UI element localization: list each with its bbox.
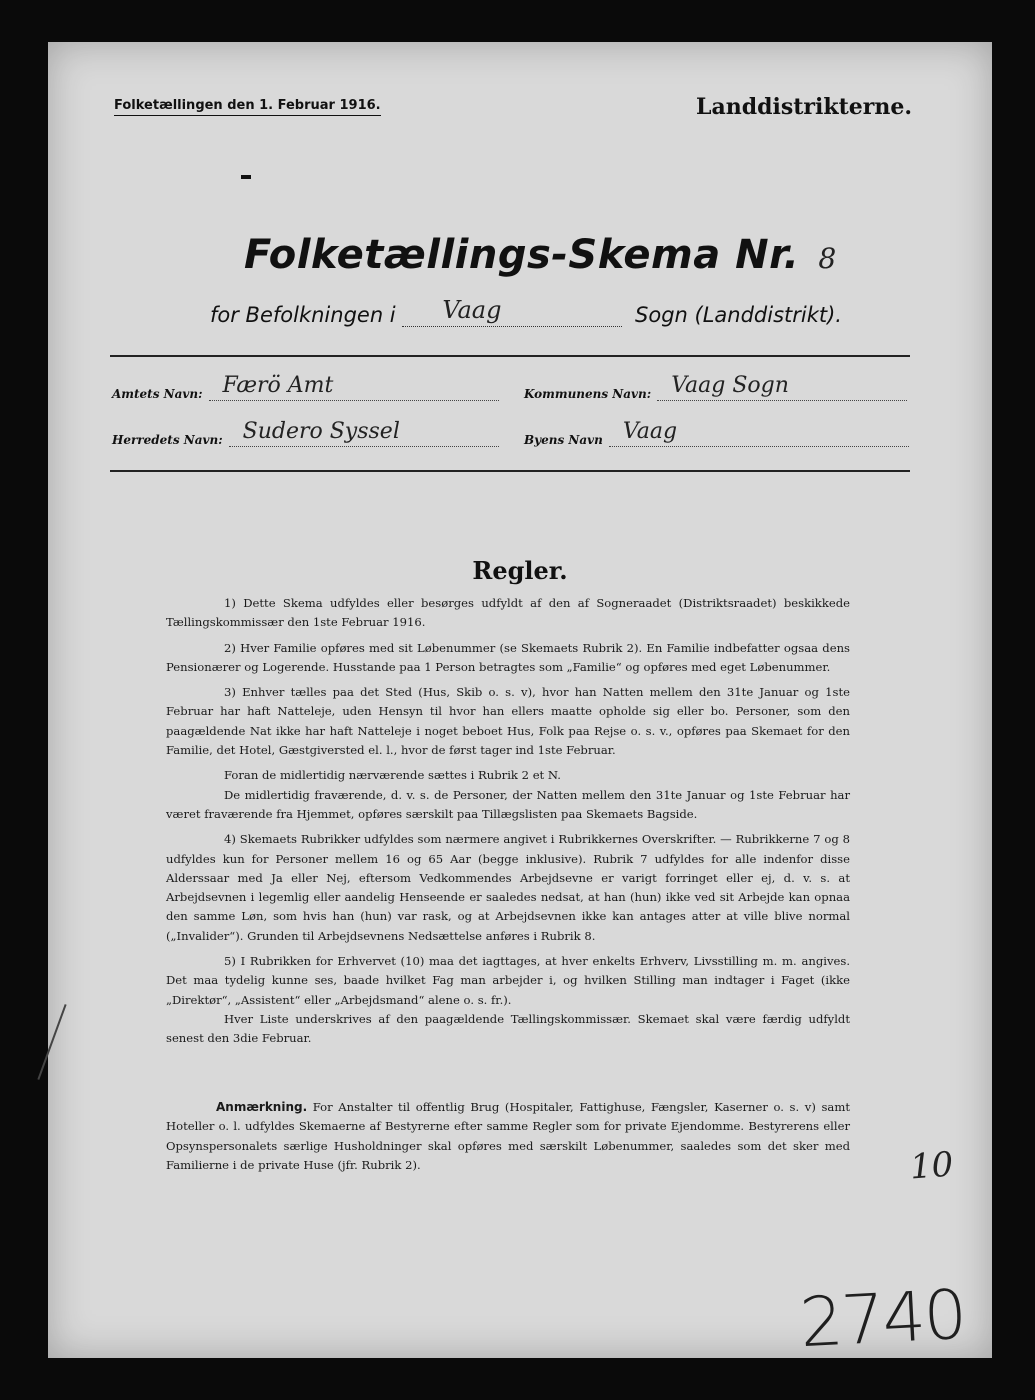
parish-dotted-line bbox=[402, 296, 622, 327]
herred-label: Herredets Navn: bbox=[112, 433, 223, 447]
amt-label: Amtets Navn: bbox=[112, 387, 203, 401]
amt-field bbox=[112, 373, 499, 401]
parish-handwritten: Vaag bbox=[442, 296, 502, 324]
kommune-line bbox=[657, 373, 907, 401]
rules-heading: Regler. bbox=[472, 556, 568, 585]
by-field bbox=[524, 419, 909, 447]
amt-line bbox=[209, 373, 499, 401]
rule-paragraph: De midlertidig fraværende, d. v. s. de Personer, der Natten mellem den 31te Januar og 1ste Februar har været fraværende fra Hjemmet, opføres særskilt paa Tillægslisten paa Skemaets Bagside. bbox=[166, 787, 850, 821]
by-label: Byens Navn bbox=[524, 433, 603, 447]
district-type-header: Landdistrikterne. bbox=[696, 94, 912, 120]
form-title-text: Folketællings-Skema Nr. bbox=[244, 232, 800, 278]
handwritten-side-mark: 10 bbox=[908, 1144, 955, 1188]
herred-field bbox=[112, 419, 499, 447]
ink-dash-mark bbox=[241, 175, 251, 179]
rule-paragraph: 1) Dette Skema udfyldes eller besørges udfyldt af den af Sogneraadet (Distriktsraadet) beskikkede Tællingskommissær den 1ste Februar 1916. bbox=[166, 596, 850, 630]
rule-paragraph: 3) Enhver tælles paa det Sted (Hus, Skib o. s. v), hvor han Natten mellem den 31te Januar og 1ste Februar har haft Natteleje, uden Hensyn til hvor han ellers maatte opholde sig eller bo. Personer, som den paagældende Nat ikke har haft Natteleje i noget beboet Hus, Folk paa Rejse o. s. v., opføres paa Skemaet for den Familie, det Hotel, Gæstgiversted el. l., hvor de først tager ind 1ste Februar. bbox=[166, 685, 850, 758]
rule-paragraph: 2) Hver Familie opføres med sit Løbenummer (se Skemaets Rubrik 2). En Familie indbefatter ogsaa dens Pensionærer og Logerende. Husstande paa 1 Person betragtes som „Familie“ og opføres med eget Løbenummer. bbox=[166, 640, 850, 674]
rule-paragraph: 4) Skemaets Rubrikker udfyldes som nærmere angivet i Rubrikkernes Overskrifter. — Rubrikkerne 7 og 8 udfyldes kun for Personer mellem 16 og 65 Aar (begge inklusive). Rubrik 7 udfyldes for alle indenfor disse Alderssaar med Ja eller Nej, eftersom Vedkommendes Arbejdsevne er varigt forringet eller ej, d. v. s. at Arbejdsevnen i legemlig eller aandelig Henseende er saaledes nedsat, at han (hun) ikke ved sit Arbejde kan opnaa den samme Løn, som hvis han (hun) var rask, og at Arbejdsevnen ikke kan antages atter at ville blive normal („Invalider“). Grunden til Arbejdsevnens Nedsættelse anføres i Rubrik 8. bbox=[166, 832, 850, 943]
divider-bottom bbox=[110, 470, 910, 472]
form-number-handwritten: 8 bbox=[818, 242, 837, 275]
amt-value: Færö Amt bbox=[222, 373, 334, 398]
form-title bbox=[244, 232, 836, 278]
rule-paragraph: 5) I Rubrikken for Erhvervet (10) maa det iagttages, at hver enkelts Erhverv, Livsstilling m. m. angives. Det maa tydelig kunne ses, baade hvilket Fag man arbejder i, og hvilken Stilling man indtager i Faget (ikke „Direktør“, „Assistent“ eller „Arbejdsmand“ alene o. s. fr.). bbox=[166, 954, 850, 1007]
remark-paragraph bbox=[166, 1098, 850, 1175]
remark-label: Anmærkning. bbox=[216, 1100, 308, 1114]
rules-body bbox=[166, 594, 850, 1055]
handwritten-archive-number: 2740 bbox=[798, 1275, 968, 1364]
rule-paragraph: Hver Liste underskrives af den paagældende Tællingskommissær. Skemaet skal være færdig udfyldt senest den 3die Februar. bbox=[166, 1011, 850, 1046]
remark-text: For Anstalter til offentlig Brug (Hospitaler, Fattighuse, Fængsler, Kaserner o. s. v) samt Hoteller o. l. udfyldes Skemaerne af Bestyrerne efter samme Regler som for private Ejendomme. Bestyrerens eller Opsynspersonalets særlige Husholdninger skal opføres med særskilt Løbenummer, saaledes som det sker med Familierne i de private Huse (jfr. Rubrik 2). bbox=[166, 1100, 850, 1172]
herred-value: Sudero Syssel bbox=[242, 419, 400, 444]
by-value: Vaag bbox=[622, 419, 678, 444]
population-parish-line bbox=[210, 296, 870, 327]
kommune-value: Vaag Sogn bbox=[671, 373, 789, 398]
by-line bbox=[609, 419, 909, 447]
for-line-suffix: Sogn (Landdistrikt). bbox=[635, 303, 842, 327]
census-form-page bbox=[48, 42, 992, 1364]
rule-paragraph: Foran de midlertidig nærværende sættes i Rubrik 2 et N. bbox=[224, 768, 561, 783]
remark-block bbox=[166, 1098, 850, 1175]
divider-top bbox=[110, 355, 910, 357]
ink-stroke-mark bbox=[37, 1004, 66, 1080]
for-line-prefix: for Befolkningen i bbox=[210, 303, 396, 327]
herred-line bbox=[229, 419, 499, 447]
kommune-label: Kommunens Navn: bbox=[524, 387, 652, 401]
census-date-header: Folketællingen den 1. Februar 1916. bbox=[114, 98, 381, 116]
kommune-field bbox=[524, 373, 907, 401]
